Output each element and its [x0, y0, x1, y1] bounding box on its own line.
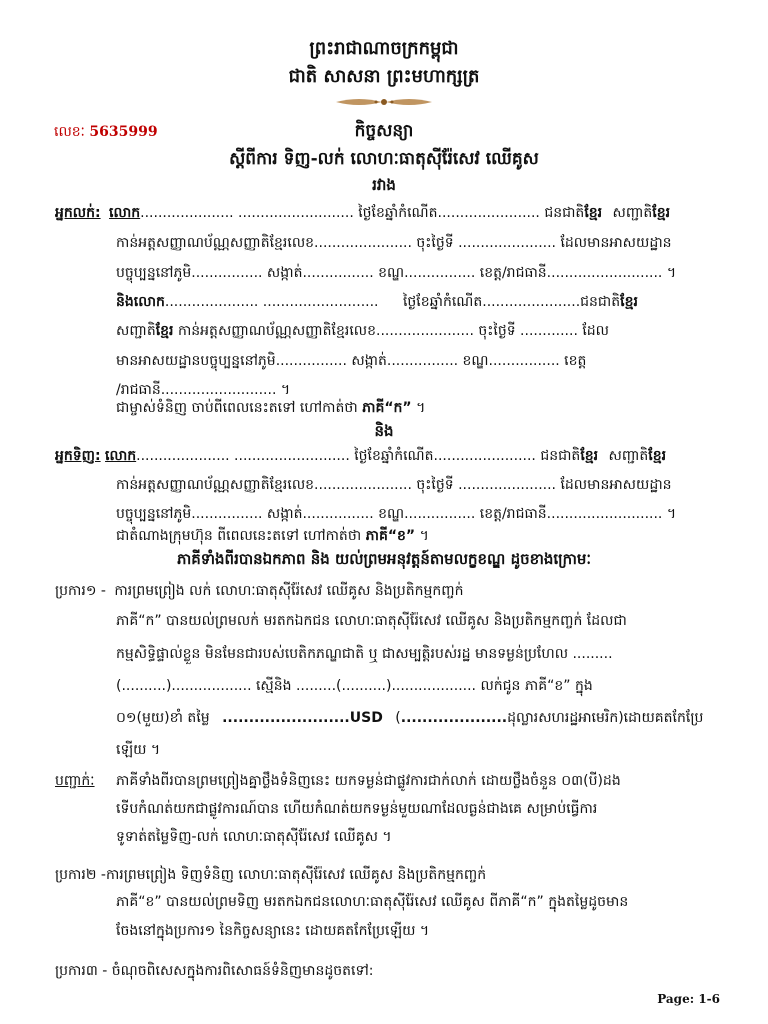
agreement-heading: ភាគីទាំងពីរបានឯកភាព និង យល់ព្រមអនុវត្តន៍តាមលក្ខខណ្ឌ ដូចខាងក្រោមៈ	[176, 550, 592, 568]
article-1-words-blank: ....................	[400, 710, 508, 726]
seller-line-6: មានអាសយដ្ឋានបច្ចុប្បន្ននៅភូមិ................ សង្កាត់................ ខណ្ឌ................ ខេត្ត	[116, 353, 587, 369]
seller-name-label: លោក	[109, 205, 141, 221]
seller-line-2: កាន់អត្តសញ្ញាណប័ណ្ណសញ្ញាតិខ្មែរលេខ...................... ចុះថ្ងៃទី ...................... ដែលមានអាសយដ្ឋាន	[116, 235, 672, 251]
seller-line-8	[116, 399, 425, 417]
article-2-line-1: ភាគី“ខ” បានយល់ព្រមទិញ មរតកឯកជនលោហៈធាតុស៊ីរ៉ែសេវ ឈើគូស ពីភាគី“ក” ក្នុងតម្លៃដូចមាន	[116, 894, 629, 910]
buyer-name-label: លោក	[105, 448, 137, 464]
seller-khmer-1: ខ្មែរ	[584, 205, 603, 221]
article-3-label: ប្រការ៣ -	[55, 963, 108, 979]
note-line-1	[55, 772, 621, 790]
seller-2-id: កាន់អត្តសញ្ញាណប័ណ្ណសញ្ញាតិខ្មែរលេខ...................... ចុះថ្ងៃទី ............. ដែល	[177, 323, 610, 339]
kingdom-title: ព្រះរាជាណាចក្រកម្ពុជា	[309, 38, 459, 59]
page-number: Page: 1-6	[657, 992, 720, 1006]
article-1-label: ប្រការ១ -	[55, 583, 106, 599]
note-line-3: ទូទាត់តម្លៃទិញ-លក់ លោហៈធាតុស៊ីរ៉ែសេវ ឈើគូស ។	[116, 829, 392, 845]
buyer-birth-nation: ថ្ងៃខែឆ្នាំកំណើត....................... ជនជាតិ	[354, 448, 581, 464]
seller-line-1	[55, 204, 670, 222]
party-a-label: ភាគី“ក”	[362, 400, 412, 416]
ornament-divider	[334, 94, 434, 110]
article-1-qty: ០១(មួយ)ខាំ តម្លៃ	[116, 710, 210, 726]
article-1-line-3: (..........).................. ស្មើនិង .........(..........)................... លក់ជូន ភាគី“ខ” ក្នុង	[116, 678, 593, 694]
contract-subtitle: ស្តីពីការ ទិញ-លក់ លោហៈធាតុស៊ីរ៉ែសេវ ឈើគូស	[229, 149, 539, 169]
seller-2-nationality: សញ្ជាតិ	[116, 323, 156, 339]
seller-2-khmer: ខ្មែរ	[620, 294, 638, 310]
seller-line-7: /រាជធានី.......................... ។	[116, 382, 291, 398]
seller-owner-text: ជាម្ចាស់ទំនិញ ចាប់ពីពេលនេះតទៅ ហៅកាត់ថា	[116, 400, 358, 416]
article-1-line-4	[116, 709, 703, 727]
article-3-title: ចំណុចពិសេសក្នុងការពិសោធន៍ទំនិញមានដូចតទៅ:	[111, 963, 374, 979]
article-2-line-2: ចែងនៅក្នុងប្រការ១ នៃកិច្ចសន្យានេះ ដោយគតកែប្រែឡើយ ។	[116, 923, 430, 939]
article-1-heading	[55, 582, 464, 600]
buyer-khmer-2: ខ្មែរ	[648, 448, 667, 464]
contract-title: កិច្ចសន្យា	[354, 121, 414, 141]
article-1-price-blank: ........................	[222, 710, 350, 726]
seller-nationality: សញ្ជាតិ	[612, 205, 653, 221]
seller-line-4	[116, 293, 638, 311]
seller-name-blank: ..................... ..........................	[140, 205, 354, 221]
note-text-1: ភាគីទាំងពីរបានព្រមព្រៀងគ្នាថ្លឹងទំនិញនេះ យកទម្ងន់ជាផ្លូវការជាក់លាក់ ដោយថ្លឹងចំនួន ០៣(បី)ដង	[116, 773, 621, 789]
and-heading: និង	[374, 422, 394, 440]
article-1-line-5: ឡើយ ។	[116, 742, 161, 758]
between-heading: រវាង	[372, 176, 396, 194]
buyer-nationality: សញ្ជាតិ	[608, 448, 649, 464]
document-number-label: លេខៈ	[54, 124, 85, 140]
seller-line-3: បច្ចុប្បន្ននៅភូមិ................ សង្កាត់................ ខណ្ឌ................ ខេត្ត/រាជធានី.......................... ។	[116, 265, 677, 281]
seller-end: ។	[416, 400, 426, 416]
article-2-heading	[55, 866, 486, 884]
article-1-paren: (	[395, 710, 401, 726]
article-1-usd-words: ដុល្លារសហរដ្ឋអាមេរិក)ដោយគតកែប្រែ	[507, 710, 704, 726]
seller-2-name-blank: ..................... ..........................	[164, 294, 379, 310]
buyer-line-3: បច្ចុប្បន្ននៅភូមិ................ សង្កាត់................ ខណ្ឌ................ ខេត្ត/រាជធានី.......................... ។	[116, 506, 677, 522]
seller-label: អ្នកលក់:	[55, 205, 101, 221]
national-motto: ជាតិ សាសនា ព្រះមហាក្សត្រ	[288, 66, 480, 87]
document-number-value: 5635999	[89, 124, 158, 140]
buyer-label: អ្នកទិញ:	[55, 448, 101, 464]
article-2-title: -ការព្រមព្រៀង ទិញទំនិញ លោហៈធាតុស៊ីរ៉ែសេវ ឈើគូស និងប្រតិកម្មកញ្ចក់	[100, 867, 487, 883]
seller-2-birth: ថ្ងៃខែឆ្នាំកំណើត......................ជនជាតិ	[402, 294, 621, 310]
buyer-rep-text: ជាតំណាងក្រុមហ៊ុន ពីពេលនេះតទៅ ហៅកាត់ថា	[116, 528, 362, 544]
buyer-name-blank: ..................... ..........................	[136, 448, 350, 464]
seller-birth-nation: ថ្ងៃខែឆ្នាំកំណើត....................... ជនជាតិ	[358, 205, 585, 221]
article-1-currency: USD	[349, 710, 383, 726]
buyer-line-1	[55, 447, 666, 465]
article-1-line-1: ភាគី“ក” បានយល់ព្រមលក់ មរតកឯកជន លោហៈធាតុស៊ីរ៉ែសេវ ឈើគូស និងប្រតិកម្មកញ្ចក់ ដែលជា	[116, 613, 627, 629]
buyer-khmer-1: ខ្មែរ	[580, 448, 599, 464]
seller-line-5	[116, 322, 609, 340]
article-3-heading	[55, 962, 374, 980]
note-line-2: ទើបកំណត់យកជាផ្លូវការណ៍បាន ហើយកំណត់យកទម្ងន់មួយណាដែលធ្ងន់ជាងគេ សម្រាប់ធ្វើការ	[116, 801, 598, 817]
buyer-end: ។	[419, 528, 429, 544]
article-2-label: ប្រការ២	[55, 867, 97, 883]
party-b-label: ភាគី“ខ”	[365, 528, 416, 544]
seller-and-label: និងលោក	[116, 294, 165, 310]
seller-2-khmer-2: ខ្មែរ	[155, 323, 174, 339]
note-label: បញ្ជាក់ៈ	[55, 773, 95, 789]
article-1-title: ការព្រមព្រៀង លក់ លោហៈធាតុស៊ីរ៉ែសេវ ឈើគូស និងប្រតិកម្មកញ្ចក់	[114, 583, 464, 599]
buyer-line-2: កាន់អត្តសញ្ញាណប័ណ្ណសញ្ញាតិខ្មែរលេខ...................... ចុះថ្ងៃទី ...................... ដែលមានអាសយដ្ឋាន	[116, 477, 672, 493]
seller-khmer-2: ខ្មែរ	[652, 205, 671, 221]
buyer-line-4	[116, 527, 429, 545]
article-1-line-2: កម្មសិទ្ធិផ្ទាល់ខ្លួន មិនមែនជារបស់បេតិកភណ្ឌជាតិ ឬ ជាសម្បត្តិរបស់រដ្ឋ មានទម្ងន់ប្រហែល .........	[116, 646, 613, 662]
